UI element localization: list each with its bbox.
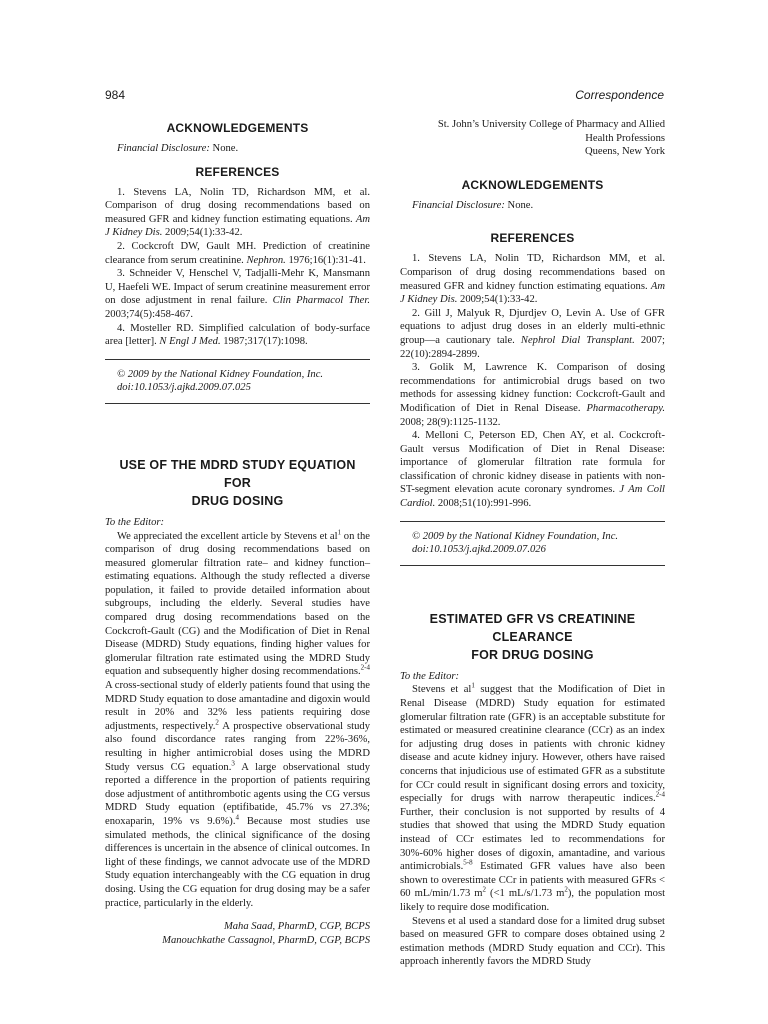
to-the-editor: To the Editor: xyxy=(400,670,460,682)
reference-item: 4. Melloni C, Peterson ED, Chen AY, et al. Cockcroft-Gault versus Modification of Diet in Renal Disease: importance of glomerular filtration rate formula for classification of chronic kidney disease in patients with non-ST-segment elevation acute coronary syndromes. J Am Coll Cardiol. 2008;51(10):991-996. xyxy=(400,430,665,510)
affiliation-line: St. John’s University College of Pharmacy and Allied xyxy=(437,119,665,130)
reference-item: 1. Stevens LA, Nolin TD, Richardson MM, et al. Comparison of drug dosing recommendations based on measured GFR and kidney function estimating equations. Am J Kidney Dis. 2009;54(1):33-42. xyxy=(105,186,370,239)
copyright-line: © 2009 by the National Kidney Foundation, Inc. xyxy=(117,368,324,380)
section-title: Correspondence xyxy=(575,88,664,102)
affiliation-line: Queens, New York xyxy=(584,146,665,158)
reference-item: 2. Gill J, Malyuk R, Djurdjev O, Levin A. Use of GFR equations to adjust drug doses in an elderly multi-ethnic group—a cautionary tale. Nephrol Dial Transplant. 2007; 22(10):2894-2899. xyxy=(400,307,665,360)
doi-line: doi:10.1053/j.ajkd.2009.07.025 xyxy=(117,382,251,394)
disclosure-label: Financial Disclosure: xyxy=(412,199,505,211)
article-heading: USE OF THE MDRD STUDY EQUATION FOR DRUG DOSING xyxy=(119,457,356,508)
acknowledgements-heading: ACKNOWLEDGEMENTS xyxy=(166,121,309,135)
letter-body: Stevens et $al^1$ suggest that the Modification of Diet in Renal Disease (MDRD) Study equation for estimated glomerular filtration rate (GFR) is an acceptable substitute for estimated or measured creatinine clearance (CCr) as an index for adjusting drug doses in patients with chronic kidney disease and acute kidney injury. However, others have raised concerns that injudicious use of estimated GFR as a substitute for CCr could result in significant dosing errors and toxicity, especially for drugs with narrow therapeutic indices.$^{2-4}$ Further, their conclusion is not supported by results of 4 studies that showed that using the MDRD Study equation instead of CCr estimates led to recommendations for 30%-60% higher doses of digoxin, amantadine, and various antimicrobials.$^{5-8}$ Estimated GFR values have also been shown to overestimate CCr in patients with measured GFRs < 60 mL/min/1.73 $m^2$ (<1 mL/s/1.73 $m^2$), the population most likely to require dose modification. xyxy=(400,681,666,913)
references-heading: REFERENCES xyxy=(490,231,575,246)
letter-body: We appreciated the excellent article by Stevens et $al^1$ on the comparison of drug dosing recommendations based on measured glomerular filtration rate– and kidney function–estimating equations. Although the study reflected a diverse population, it failed to provide detailed information about subgroups, including the elderly. Several studies have compared drug dosing recommendations based on the Cockcroft-Gault (CG) and the Modification of Diet in Renal Disease (MDRD) Study equations, finding higher values for glomerular filtration rate estimated using the MDRD Study equation and subsequently higher dosing recommendations.$^{2-4}$ A cross-sectional study of elderly patients found that using the MDRD Study equation to dose amantadine and digoxin would result in 20% and 32% less patients requiring dose adjustments, respectively.$^2$ A prospective observational study also found discordance rates ranging from 22%-36%, resulting in higher antimicrobial doses using the MDRD Study versus CG equation.$^3$ A large observational study reported a difference in the proportion of patients requiring dose adjustment of antithrombotic agents using the CG versus MDRD Study equation (eptifibatide, 45.7% vs 27.3%; enoxaparin, 19% vs 9.6%).$^4$ Because most studies use simulated methods, the clinical significance of the dosing differences is uncertain in the absence of clinical outcomes. In light of these findings, we cannot advocate use of the MDRD Study equation interchangeably with the CG equation in drug dosing. Using the CG equation for drug dosing may be a safer practice, particularly in the elderly. xyxy=(105,527,371,909)
right-column xyxy=(400,118,665,969)
acknowledgements-heading: ACKNOWLEDGEMENTS xyxy=(461,177,604,192)
reference-item: 3. Schneider V, Henschel V, Tadjalli-Mehr K, Mansmann U, Haefeli WE. Impact of serum creatinine measurement error on dose adjustment in renal failure. Clin Pharmacol Ther. 2003;74(5):458-467. xyxy=(105,268,370,320)
financial-disclosure xyxy=(412,199,665,213)
letter-body: Stevens et al used a standard dose for a limited drug subset based on measured GFR to compare doses obtained using 2 estimation methods (MDRD Study equation and CCr). This approach inherently favors the MDRD Study xyxy=(400,915,665,968)
copyright-box xyxy=(105,359,370,404)
doi-line: doi:10.1053/j.ajkd.2009.07.026 xyxy=(412,544,546,556)
financial-disclosure xyxy=(117,142,370,156)
reference-item: 2. Cockcroft DW, Gault MH. Prediction of creatinine clearance from serum creatinine. Nephron. 1976;16(1):31-41. xyxy=(105,240,370,266)
disclosure-value: None. xyxy=(507,199,534,211)
copyright-box xyxy=(400,521,665,566)
article-heading: ESTIMATED GFR VS CREATININE CLEARANCE FOR DRUG DOSING xyxy=(429,611,636,662)
references-heading: REFERENCES xyxy=(195,164,280,179)
copyright-line: © 2009 by the National Kidney Foundation, Inc. xyxy=(412,530,619,542)
reference-item: 4. Mosteller RD. Simplified calculation of body-surface area [letter]. N Engl J Med. 1987;317(17):1098. xyxy=(105,322,370,348)
disclosure-value: None. xyxy=(212,143,239,154)
reference-list xyxy=(400,252,665,510)
page-number: 984 xyxy=(105,88,126,102)
to-the-editor: To the Editor: xyxy=(105,516,165,528)
affiliation-line: Health Professions xyxy=(585,132,665,144)
reference-list xyxy=(105,186,370,349)
author-signature: Maha Saad, PharmD, CGP, BCPS xyxy=(223,921,370,933)
reference-item: 3. Golik M, Lawrence K. Comparison of dosing recommendations for antimicrobial drugs based on two methods for assessing kidney function: Cockcroft-Gault and Modification of Diet in Renal Disease. Pharmacotherapy. 2008; 28(9):1125-1132. xyxy=(400,362,665,428)
left-column xyxy=(105,114,370,947)
author-signature: Manouchkathe Cassagnol, PharmD, CGP, BCPS xyxy=(162,934,370,946)
disclosure-label: Financial Disclosure: xyxy=(117,143,210,154)
reference-item: 1. Stevens LA, Nolin TD, Richardson MM, et al. Comparison of drug dosing recommendations based on measured GFR and kidney function estimating equations. Am J Kidney Dis. 2009;54(1):33-42. xyxy=(400,253,665,306)
